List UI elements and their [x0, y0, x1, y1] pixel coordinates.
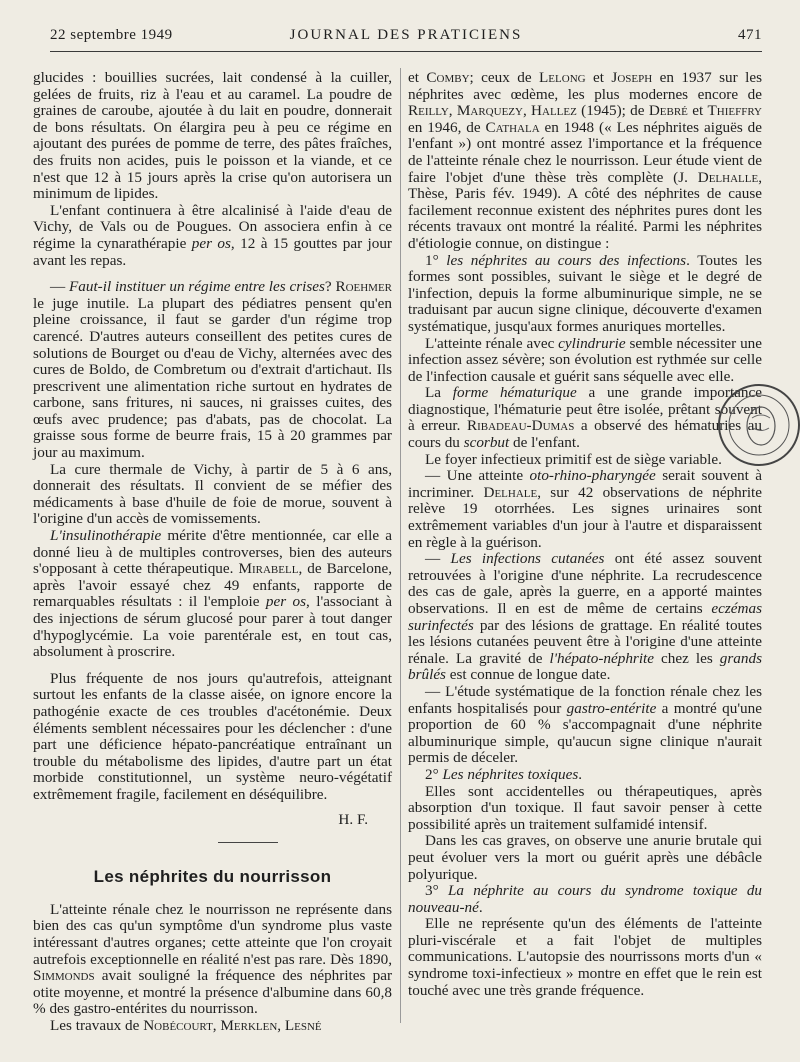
library-stamp [716, 382, 800, 468]
section-heading: Les néphrites du nourrisson [93, 867, 332, 887]
paragraph: Elles sont accidentelles ou thérapeutiques, après absorption d'un toxique. Il faut savoir penser à cette possibilité après un traitement sulfamidé intensif. [408, 782, 762, 833]
paragraph: — Faut-il instituer un régime entre les crises? Roehmer le juge inutile. La plupart des pédiatres pensent qu'en pleine croissance, il faut se garder d'un régime trop carencé. D'autres auteurs conseillent des petites cures de solutions de Bourget ou d'eau de Vichy, alternées avec des cures de Boldo, de Combretum ou d'extrait d'artichaut. Ils prescrivent une alimentation riche surtout en hydrates de carbone, sans fritures, ni sauces, ni graisses cuites, des œufs avec prudence; pas d'abats, pas de chocolat. La graisse sous forme de beurre frais, 15 à 20 grammes par jour au maximum. [33, 278, 393, 462]
paragraph: La cure thermale de Vichy, à partir de 5 à 6 ans, donnerait des résultats. Il convient de se méfier des médicaments à base d'huile de foie de morue, souvent à l'origine d'un accès de vomissements. [33, 460, 392, 528]
paragraph: Dans les cas graves, on observe une anurie brutale qui peut évoluer vers la mort ou guérit après une débâcle polyurique. [408, 832, 762, 883]
section-separator [218, 842, 278, 843]
paragraph: 3° La néphrite au cours du syndrome toxique du nouveau-né. [408, 882, 763, 916]
paragraph: — Une atteinte oto-rhino-pharyngée serait souvent à incriminer. Delhale, sur 42 observations de néphrite relève 19 otorrhées. Les signes urinaires sont extrêmement variables d'un jour à l'autre et disparaissent en règle à la guérison. [408, 467, 762, 551]
header-rule [50, 51, 762, 52]
author-signature: H. F. [338, 810, 368, 828]
left-column [33, 70, 392, 1034]
paragraph: Elle ne représente qu'un des éléments de l'atteinte pluri-viscérale et a fait l'objet de multiples communications. L'autopsie des nourrissons morts d'un « syndrome toxi-infectieux » montre en effet que le rein est touché avec une très grande fréquence. [408, 915, 762, 999]
paragraph: L'insulinothérapie mérite d'être mentionnée, car elle a donné lieu à de multiples controverses, bien des auteurs s'opposant à cette thérapeutique. Mirabell, de Barcelone, après l'avoir essayé chez 49 enfants, rapporte de remarquables résultats : il l'emploie per os, l'associant à des injections de sérum glucosé pour parer à tout danger d'hypoglycémie. La voie parentérale est, en tout cas, absolument à proscrire. [33, 527, 392, 661]
paragraph: — L'étude systématique de la fonction rénale chez les enfants hospitalisés pour gastro-entérite a montré qu'une proportion de 60 % s'accompagnait d'une néphrite albuminurique simple, qu'aucun signe clinique n'aurait permis de déceler. [408, 682, 762, 767]
header-date: 22 septembre 1949 [50, 27, 173, 43]
paragraph: L'atteinte rénale chez le nourrisson ne représente dans bien des cas qu'un symptôme d'un syndrome plus vaste intéressant d'autres organes; cette atteinte que l'on croyait autrefois exceptionnelle en réalité n'est pas rare. Dès 1890, Simmonds avait souligné la fréquence des néphrites par otite moyenne, et montré la présence d'albumine dans 60,8 % des gastro-entérites du nourrisson. [33, 900, 392, 1018]
paragraph: et Comby; ceux de Lelong et Joseph en 1937 sur les néphrites avec œdème, les plus modernes encore de Reilly, Marquezy, Hallez (1945); de Debré et Thieffry en 1946, de Cathala en 1948 (« Les néphrites aiguës de l'enfant ») ont montré assez l'importance et la fréquence de l'atteinte rénale chez le nourrisson. Leur étude vient de faire l'objet d'une thèse très complète (J. Delhalle, Thèse, Paris fév. 1949). A côté des néphrites de cause facilement reconnue existent des néphrites pures dont les récents travaux ont montré la réalité. Parmi les néphrites d'étiologie connue, on distingue : [408, 69, 763, 252]
paragraph: Plus fréquente de nos jours qu'autrefois, atteignant surtout les enfants de la classe aisée, on ignore encore la pathogénie exacte de ces troubles d'acétonémie. Deux éléments semblent nécessaires pour les déclencher : d'une part une déficience hépato-pancréatique entraînant un trouble du métabolisme des lipides, d'autre part un état morbide constitutionnel, un système neuro-végétatif extrêmement fragile, facilement en déséquilibre. [33, 669, 392, 803]
column-divider [400, 68, 401, 1023]
paragraph: 2° Les néphrites toxiques. [425, 765, 583, 783]
paragraph: L'atteinte rénale avec cylindrurie semble nécessiter une infection assez sévère; son évolution est rythmée sur celle de l'infection causale et guérit sans séquelle avec elle. [408, 334, 762, 385]
paragraph: glucides : bouillies sucrées, lait condensé à la cuiller, gelées de fruits, riz à l'eau et au caramel. La poudre de graines de caroube, ajoutée à du lait en poudre, donnerait de bons résultats. On élargira peu à peu ce régime en ajoutant des purées de pomme de terre, des pâtes fraîches, des fruits non acides, puis le poisson et la viande, et ce n'est que 12 à 15 jours après la crise qu'on autorisera un minimum de lipides. [33, 69, 392, 203]
paragraph: 1° les néphrites au cours des infections. Toutes les formes sont possibles, suivant le siège et le degré de l'infection, depuis la forme albuminurique simple, ne se traduisant par aucun signe clinique, découverte d'examen systématique, jusqu'aux formes anuriques mortelles. [408, 251, 762, 335]
paragraph: — Les infections cutanées ont été assez souvent retrouvées à l'origine d'une néphrite. La recrudescence des cas de gale, après la guerre, en a apporté maintes observations. Il en est de même de certains eczémas surinfectés par des lésions de grattage. En réalité toutes les lésions cutanées peuvent être à l'origine d'une atteinte rénale. La gravité de l'hépato-néphrite chez les grands brûlés est connue de longue date. [408, 550, 762, 684]
paragraph: L'enfant continuera à être alcalinisé à l'aide d'eau de Vichy, de Vals ou de Pougues. On associera enfin à ce régime la cynarathérapie per os, 12 à 15 gouttes par jour avant les repas. [33, 201, 392, 269]
paragraph: Le foyer infectieux primitif est de siège variable. [425, 450, 722, 468]
header-page-number: 471 [738, 27, 762, 43]
right-column [408, 70, 762, 999]
paragraph: Les travaux de Nobécourt, Merklen, Lesné [50, 1016, 322, 1034]
header-journal-title: JOURNAL DES PRATICIENS [289, 27, 523, 43]
paragraph: La forme hématurique a une grande importance diagnostique, l'hématurie peut être isolée, prêtant souvent à erreur. Ribadeau-Dumas a observé des hématuries au cours du scorbut de l'enfant. [408, 384, 763, 452]
running-header [50, 27, 762, 47]
